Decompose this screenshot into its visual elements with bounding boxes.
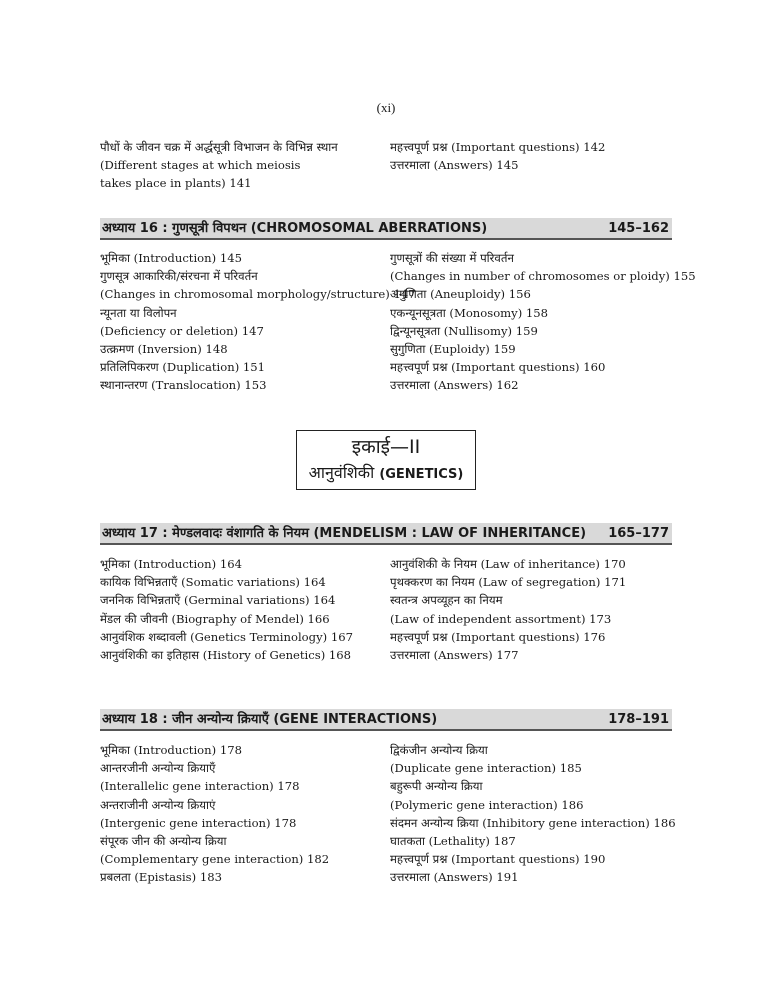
unit-title	[297, 460, 475, 488]
toc-entry-line: आनुवंशिकी के नियम (Law of inheritance) 170	[390, 557, 626, 571]
toc-column-right	[390, 138, 672, 193]
toc-entry-line: जननिक विभिन्नताएँ (Germinal variations) 164	[100, 593, 336, 608]
toc-entry[interactable]	[100, 573, 390, 591]
toc-entry[interactable]	[100, 646, 390, 664]
toc-entry[interactable]	[390, 850, 672, 868]
toc-entry[interactable]	[390, 868, 672, 886]
toc-entry[interactable]	[390, 646, 672, 664]
toc-entry-line: स्वतन्त्र अपव्यूहन का नियम	[390, 593, 503, 608]
top-continuation	[100, 138, 672, 193]
toc-entry-line: भूमिका (Introduction) 178	[100, 743, 242, 757]
toc-entry-line: (Changes in chromosomal morphology/structure) 147	[100, 287, 416, 302]
toc-entry-line: (Complementary gene interaction) 182	[100, 852, 330, 867]
toc-entry-line: न्यूनता या विलोपन	[100, 305, 177, 320]
toc-entry[interactable]	[100, 610, 390, 628]
chapter-title: अध्याय 16 : गुणसूत्री विपथन (CHROMOSOMAL ABERRATIONS)	[102, 221, 488, 236]
chapter-pages: 178–191	[608, 712, 669, 727]
page-number: (xi)	[376, 100, 396, 115]
toc-entry-line: भूमिका (Introduction) 145	[100, 251, 242, 265]
toc-entry-line: प्रतिलिपिकरण (Duplication) 151	[100, 360, 266, 375]
unit-title-english: (GENETICS)	[379, 467, 464, 482]
toc-entry-line: (Law of independent assortment) 173	[390, 611, 612, 626]
toc-entry[interactable]	[390, 304, 672, 322]
chapter-title: अध्याय 17 : मेण्डलवादः वंशागति के नियम (MENDELISM : LAW OF INHERITANCE)	[102, 526, 587, 541]
toc-entry-line: (Deficiency or deletion) 147	[100, 323, 264, 338]
toc-entry[interactable]	[100, 267, 416, 303]
toc-entry-line: महत्त्वपूर्ण प्रश्न (Important questions) 142	[390, 140, 606, 154]
toc-column-left	[100, 249, 416, 395]
toc-entry-line: आनुवंशिक शब्दावली (Genetics Terminology) 167	[100, 629, 353, 644]
toc-entry[interactable]	[100, 304, 390, 340]
unit-heading-box	[296, 430, 476, 490]
toc-entry[interactable]	[390, 741, 672, 777]
toc-entry[interactable]	[390, 555, 672, 573]
toc-entry-line: महत्त्वपूर्ण प्रश्न (Important questions) 190	[390, 852, 606, 867]
chapter-pages: 165–177	[608, 526, 669, 541]
chapter-17-entries	[100, 555, 672, 664]
toc-entry[interactable]	[100, 591, 390, 609]
chapter-17-header[interactable]	[100, 523, 672, 545]
toc-entry[interactable]	[390, 322, 672, 340]
toc-entry[interactable]	[390, 777, 672, 813]
toc-entry-line: कायिक विभिन्नताएँ (Somatic variations) 164	[100, 575, 326, 590]
toc-entry[interactable]	[390, 628, 672, 646]
toc-entry-line: भूमिका (Introduction) 164	[100, 557, 242, 571]
toc-entry-line: पृथक्करण का नियम (Law of segregation) 171	[390, 575, 627, 590]
unit-number: इकाई—II	[351, 436, 421, 458]
toc-entry-line: (Different stages at which meiosis	[100, 158, 301, 173]
toc-entry-line: प्रबलता (Epistasis) 183	[100, 870, 222, 885]
chapter-16-header[interactable]	[100, 218, 672, 240]
toc-entry-line: सुगुणिता (Euploidy) 159	[390, 342, 516, 357]
toc-entry-line: उत्क्रमण (Inversion) 148	[100, 342, 228, 357]
toc-entry-line: घातकता (Lethality) 187	[390, 834, 516, 849]
toc-entry-line: द्विकंजीन अन्योन्य क्रिया	[390, 743, 488, 757]
toc-entry-line: takes place in plants) 141	[100, 176, 252, 191]
toc-entry[interactable]	[390, 358, 672, 376]
toc-entry-line: अन्तराजीनी अन्योन्य क्रियाएं	[100, 797, 216, 812]
toc-entry[interactable]	[390, 814, 676, 832]
toc-column-left	[100, 555, 390, 664]
toc-entry-line: (Changes in number of chromosomes or ploidy) 155	[390, 269, 696, 284]
toc-entry-line: (Polymeric gene interaction) 186	[390, 797, 584, 812]
toc-entry-line: आनुवंशिकी का इतिहास (History of Genetics) 168	[100, 648, 352, 663]
toc-entry[interactable]	[100, 759, 390, 795]
toc-entry[interactable]	[100, 358, 390, 376]
toc-entry[interactable]	[390, 591, 672, 627]
toc-entry-line: गुणसूत्रों की संख्या में परिवर्तन	[390, 251, 514, 265]
toc-entry-line: महत्त्वपूर्ण प्रश्न (Important questions) 160	[390, 360, 606, 375]
toc-entry-line: बहुरूपी अन्योन्य क्रिया	[390, 779, 483, 794]
toc-entry[interactable]	[100, 555, 390, 573]
toc-entry-line: आन्तरजीनी अन्योन्य क्रियाएँ	[100, 761, 216, 776]
toc-column-right	[390, 555, 672, 664]
toc-entry-line: (Intergenic gene interaction) 178	[100, 815, 297, 830]
toc-entry-line: उत्तरमाला (Answers) 191	[390, 870, 519, 885]
toc-entry[interactable]	[100, 376, 390, 394]
toc-entry-line: पौधों के जीवन चक्र में अर्द्धसूत्री विभाजन के विभिन्न स्थान	[100, 140, 338, 154]
toc-column-left	[100, 741, 390, 887]
toc-entry-line: उत्तरमाला (Answers) 145	[390, 158, 519, 173]
chapter-16-entries	[100, 249, 696, 395]
toc-entry-line: एकन्यूनसूत्रता (Monosomy) 158	[390, 305, 549, 320]
toc-entry[interactable]	[100, 796, 390, 832]
toc-entry[interactable]	[390, 156, 672, 174]
toc-entry-line: स्थानान्तरण (Translocation) 153	[100, 378, 267, 393]
toc-entry[interactable]	[390, 249, 696, 285]
toc-entry[interactable]	[100, 249, 390, 267]
toc-entry-line: (Duplicate gene interaction) 185	[390, 761, 582, 776]
toc-entry[interactable]	[390, 340, 672, 358]
toc-column-left	[100, 138, 390, 193]
unit-title-hindi: आनुवंशिकी	[308, 463, 375, 482]
toc-entry[interactable]	[100, 832, 390, 868]
toc-entry[interactable]	[100, 868, 390, 886]
toc-column-right	[390, 741, 676, 887]
toc-entry[interactable]	[390, 832, 672, 850]
toc-entry[interactable]	[390, 376, 672, 394]
chapter-18-header[interactable]	[100, 709, 672, 731]
toc-entry-line: उत्तरमाला (Answers) 162	[390, 378, 519, 393]
toc-entry-line: महत्त्वपूर्ण प्रश्न (Important questions) 176	[390, 629, 606, 644]
toc-entry-line: अगुणिता (Aneuploidy) 156	[390, 287, 531, 302]
toc-entry[interactable]	[100, 138, 390, 193]
toc-entry-line: (Interallelic gene interaction) 178	[100, 779, 300, 794]
toc-column-right	[390, 249, 696, 395]
chapter-title: अध्याय 18 : जीन अन्योन्य क्रियाएँ (GENE INTERACTIONS)	[102, 712, 438, 727]
toc-entry-line: द्विन्यूनसूत्रता (Nullisomy) 159	[390, 323, 538, 338]
toc-entry[interactable]	[100, 741, 390, 759]
toc-entry[interactable]	[390, 138, 672, 156]
toc-entry-line: गुणसूत्र आकारिकी/संरचना में परिवर्तन	[100, 269, 258, 284]
toc-entry[interactable]	[390, 573, 672, 591]
chapter-18-entries	[100, 741, 676, 887]
toc-entry[interactable]	[100, 340, 390, 358]
toc-entry-line: संपूरक जीन की अन्योन्य क्रिया	[100, 834, 227, 849]
toc-entry-line: उत्तरमाला (Answers) 177	[390, 648, 519, 663]
toc-entry[interactable]	[390, 285, 672, 303]
toc-entry[interactable]	[100, 628, 390, 646]
toc-entry-line: संदमन अन्योन्य क्रिया (Inhibitory gene interaction) 186	[390, 815, 676, 830]
chapter-pages: 145–162	[608, 221, 669, 236]
toc-entry-line: मेंडल की जीवनी (Biography of Mendel) 166	[100, 611, 330, 626]
